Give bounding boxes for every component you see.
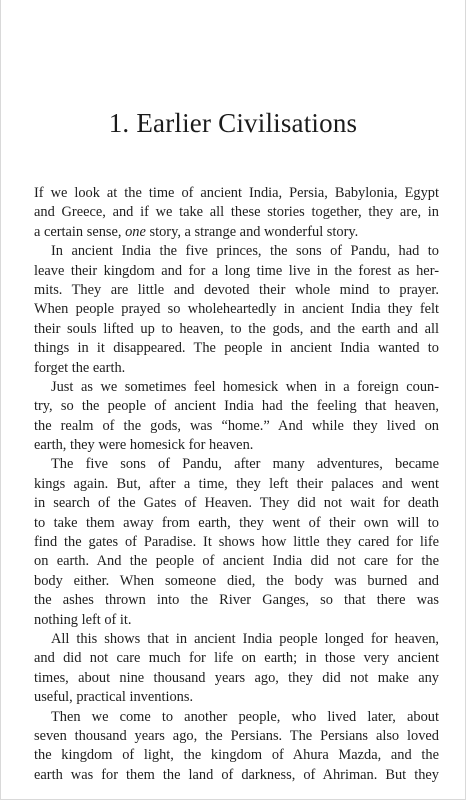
text-segment: a certain sense, <box>34 223 122 240</box>
text-line: seven thousand years ago, the Persians. The Persians also loved <box>34 727 439 744</box>
text-line: nothing left of it. <box>34 611 132 628</box>
text-line: find the gates of Paradise. It shows how little they cared for life <box>34 534 439 551</box>
text-line: in search of the Gates of Heaven. They did not wait for death <box>34 495 439 512</box>
text-line: useful, practical inventions. <box>34 689 194 706</box>
text-line: leave their kingdom and for a long time live in the forest as her- <box>34 262 439 279</box>
text-line: The five sons of Pandu, after many adventures, became <box>51 456 439 473</box>
text-line: kings again. But, after a time, they left their palaces and went <box>34 475 439 492</box>
text-line: the realm of the gods, was “home.” And while they lived on <box>34 417 439 434</box>
text-line: and did not care much for life on earth; in those very ancient <box>34 650 439 667</box>
text-line: All this shows that in ancient India people longed for heaven, <box>51 630 439 647</box>
chapter-body <box>34 184 439 785</box>
text-line: Just as we sometimes feel homesick when in a foreign coun- <box>51 378 439 395</box>
text-line: When people prayed so wholeheartedly in ancient India they felt <box>34 301 439 318</box>
text-line: to take them away from earth, they went of their own will to <box>34 514 439 531</box>
chapter-title: 1. Earlier Civilisations <box>108 108 358 138</box>
text-line: Then we come to another people, who lived later, about <box>51 708 439 725</box>
text-line: try, so the people of ancient India had the feeling that heaven, <box>34 398 439 415</box>
text-line: things in it disappeared. The people in ancient India wanted to <box>34 340 439 357</box>
text-line: earth, they were homesick for heaven. <box>34 437 254 454</box>
text-line: In ancient India the five princes, the sons of Pandu, had to <box>51 243 439 260</box>
text-line: earth was for them the land of darkness, of Ahriman. But they <box>34 766 439 783</box>
text-line: times, about nine thousand years ago, they did not make any <box>34 669 439 686</box>
text-line <box>34 223 439 242</box>
text-line: the ashes thrown into the River Ganges, so that there was <box>34 592 439 609</box>
emphasis-word: one <box>125 223 146 240</box>
text-line: on earth. And the people of ancient India did not care for the <box>34 553 439 570</box>
text-line: the kingdom of light, the kingdom of Ahura Mazda, and the <box>34 747 439 764</box>
text-line: If we look at the time of ancient India, Persia, Babylonia, Egypt <box>34 185 439 201</box>
text-line: forget the earth. <box>34 359 126 376</box>
text-segment: story, a strange and wonderful story. <box>149 223 359 240</box>
text-line: body either. When someone died, the body was burned and <box>34 572 439 589</box>
text-line: their souls lifted up to heaven, to the gods, and the earth and all <box>34 320 439 337</box>
text-line: and Greece, and if we take all these stories together, they are, in <box>34 204 439 221</box>
text-line: mits. They are little and devoted their whole mind to prayer. <box>34 281 439 298</box>
